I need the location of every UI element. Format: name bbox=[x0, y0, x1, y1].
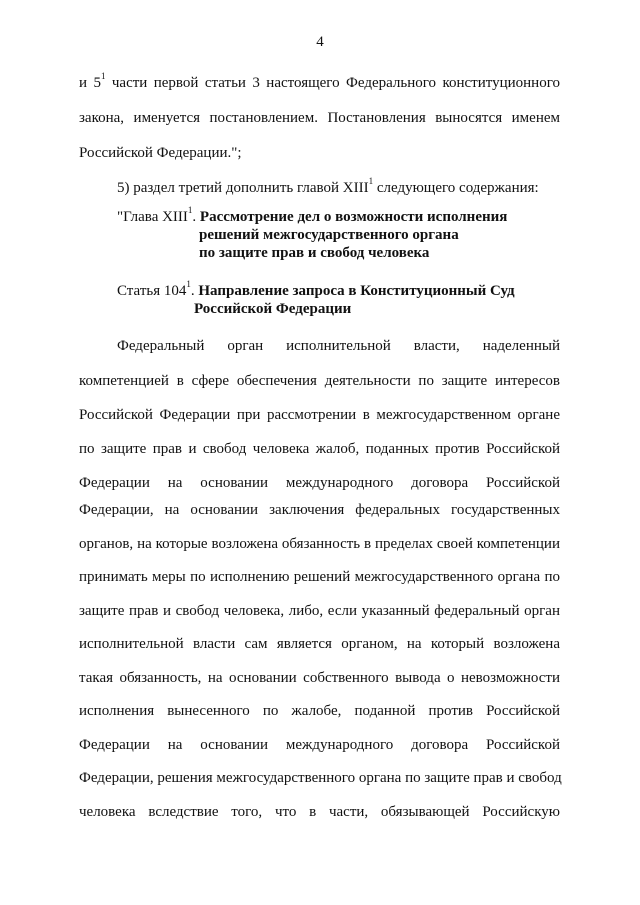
intro-text-pre: и 5 bbox=[79, 75, 101, 91]
body-line: исполнительной власти сам является органом, на который возложена bbox=[79, 636, 560, 652]
body-line: Федеральный орган исполнительной власти, наделенный bbox=[117, 338, 560, 354]
body-line: Российской Федерации при рассмотрении в межгосударственном органе bbox=[79, 407, 560, 423]
body-line: компетенцией в сфере обеспечения деятельности по защите интересов bbox=[79, 373, 560, 389]
intro-text-post: части первой статьи 3 настоящего Федерального конституционного bbox=[105, 75, 560, 91]
superscript: 1 bbox=[186, 279, 191, 289]
superscript: 1 bbox=[187, 205, 193, 215]
superscript: 1 bbox=[100, 71, 106, 81]
body-line: принимать меры по исполнению решений межгосударственного органа по bbox=[79, 569, 560, 585]
body-line: Федерации на основании международного договора Российской bbox=[79, 475, 560, 491]
article-heading bbox=[117, 279, 515, 318]
chapter-prefix: "Глава XIII bbox=[117, 209, 188, 225]
intro-line-1 bbox=[79, 71, 560, 92]
page-number: 4 bbox=[316, 34, 324, 50]
superscript: 1 bbox=[368, 176, 374, 186]
chapter-heading bbox=[117, 205, 508, 262]
article-title-line-2: Российской Федерации bbox=[194, 301, 352, 317]
body-line: Федерации на основании международного договора Российской bbox=[79, 737, 560, 753]
intro-line-2: закона, именуется постановлением. Постановления выносятся именем bbox=[79, 110, 560, 126]
body-line: защите прав и свобод человека, либо, если указанный федеральный орган bbox=[79, 603, 560, 619]
body-line: Федерации, решения межгосударственного органа по защите прав и свобод bbox=[79, 770, 562, 786]
item-5-post: следующего содержания: bbox=[373, 180, 539, 196]
intro-line-3: Российской Федерации."; bbox=[79, 145, 242, 161]
article-title-line-1: Направление запроса в Конституционный Суд bbox=[198, 283, 515, 299]
chapter-title-line-1: Рассмотрение дел о возможности исполнения bbox=[199, 209, 508, 225]
body-line: исполнения вынесенного по жалобе, поданной против Российской bbox=[79, 703, 560, 719]
item-5-line bbox=[117, 176, 560, 197]
article-dot: . bbox=[190, 283, 195, 299]
body-line: человека вследствие того, что в части, обязывающей Российскую bbox=[79, 804, 560, 820]
item-5-pre: 5) раздел третий дополнить главой XIII bbox=[117, 180, 369, 196]
chapter-dot: . bbox=[192, 209, 197, 225]
body-line: такая обязанность, на основании собственного вывода о невозможности bbox=[79, 670, 560, 686]
chapter-title-line-3: по защите прав и свобод человека bbox=[199, 245, 430, 261]
article-prefix: Статья 104 bbox=[117, 283, 187, 299]
chapter-title-line-2: решений межгосударственного органа bbox=[199, 227, 459, 243]
body-line: Федерации, на основании заключения федеральных государственных bbox=[79, 502, 560, 518]
body-line: по защите прав и свобод человека жалоб, поданных против Российской bbox=[79, 441, 560, 457]
body-line: органов, на которые возложена обязанность в пределах своей компетенции bbox=[79, 536, 560, 552]
